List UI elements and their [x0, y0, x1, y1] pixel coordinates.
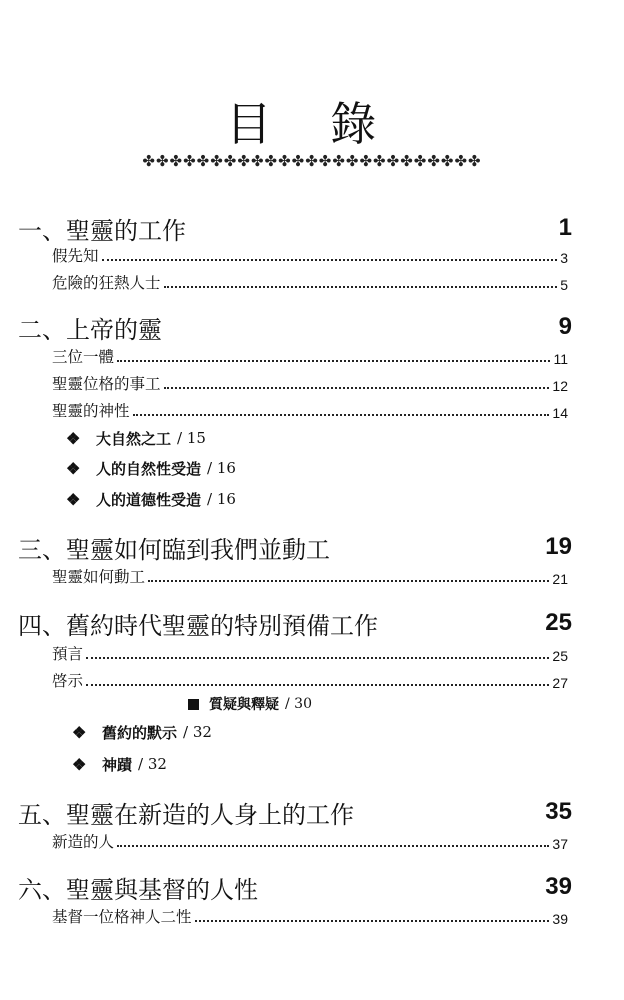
chapter-page: 39 — [545, 873, 572, 900]
chapter-title: 五、聖靈在新造的人身上的工作 — [18, 800, 354, 829]
toc-entry — [52, 667, 568, 691]
leader-dots — [117, 845, 549, 847]
toc-subentry — [66, 426, 206, 450]
toc-subentry — [66, 487, 236, 511]
toc-entry — [52, 397, 568, 421]
chapter-heading — [18, 530, 572, 564]
entry-title: 危險的狂熱人士 — [52, 274, 161, 292]
chapter-title: 一、聖靈的工作 — [18, 216, 186, 245]
chapter-heading — [18, 795, 572, 829]
entry-page: 11 — [553, 351, 568, 367]
chapter-title: 三、聖靈如何臨到我們並動工 — [18, 535, 330, 564]
leader-dots — [164, 286, 558, 288]
subentry-title: 人的道德性受造 — [96, 490, 202, 509]
chapter-title: 六、聖靈與基督的人性 — [18, 875, 258, 904]
diamond-bullet-icon: ❖ — [72, 754, 87, 774]
entry-title: 三位一體 — [52, 348, 115, 366]
entry-page: 21 — [552, 571, 568, 587]
entry-title: 聖靈的神性 — [52, 402, 130, 420]
chapter-heading — [18, 211, 572, 245]
diamond-bullet-icon: ❖ — [66, 489, 81, 509]
toc-entry — [52, 563, 568, 587]
entry-page: 25 — [552, 648, 568, 664]
entry-page: 39 — [552, 911, 568, 927]
toc-subentry — [188, 692, 312, 716]
leader-dots — [102, 259, 558, 261]
subentry-page: / 32 — [138, 755, 167, 773]
diamond-bullet-icon: ❖ — [72, 722, 87, 742]
leader-dots — [148, 580, 549, 582]
subentry-page: / 30 — [285, 696, 312, 712]
diamond-bullet-icon: ❖ — [66, 428, 81, 448]
toc-entry — [52, 242, 568, 266]
entry-page: 27 — [552, 675, 568, 691]
chapter-title: 二、上帝的靈 — [18, 315, 162, 344]
entry-title: 聖靈如何動工 — [52, 568, 146, 586]
leader-dots — [195, 920, 550, 922]
subentry-page: / 32 — [183, 723, 212, 741]
subentry-title: 大自然之工 — [96, 429, 172, 448]
chapter-heading — [18, 606, 572, 640]
subentry-title: 質疑與釋疑 — [209, 697, 279, 713]
chapter-page: 1 — [558, 214, 572, 241]
toc-entry — [52, 903, 568, 927]
leader-dots — [86, 684, 549, 686]
entry-page: 12 — [552, 378, 568, 394]
ornament-divider: ✤✤✤✤✤✤✤✤✤✤✤✤✤✤✤✤✤✤✤✤✤✤✤✤✤ — [142, 152, 482, 170]
toc-entry — [52, 343, 568, 367]
toc-entry — [52, 828, 568, 852]
chapter-page: 19 — [545, 533, 572, 560]
chapter-page: 9 — [558, 313, 572, 340]
entry-title: 假先知 — [52, 247, 99, 265]
chapter-page: 35 — [545, 798, 572, 825]
diamond-bullet-icon: ❖ — [66, 458, 81, 478]
entry-title: 基督一位格神人二性 — [52, 908, 192, 926]
entry-title: 預言 — [52, 645, 84, 663]
subentry-title: 人的自然性受造 — [96, 459, 202, 478]
entry-page: 3 — [560, 250, 568, 266]
leader-dots — [117, 360, 550, 362]
page-title: 目 錄 — [225, 97, 399, 151]
subentry-title: 神蹟 — [102, 755, 133, 774]
toc-subentry — [66, 456, 236, 480]
entry-page: 14 — [552, 405, 568, 421]
chapter-heading — [18, 870, 572, 904]
entry-title: 啓示 — [52, 672, 84, 690]
chapter-title: 四、舊約時代聖靈的特別預備工作 — [18, 611, 378, 640]
leader-dots — [86, 657, 549, 659]
entry-page: 5 — [560, 277, 568, 293]
toc-subentry — [72, 752, 167, 776]
leader-dots — [133, 414, 550, 416]
subentry-page: / 15 — [177, 429, 206, 447]
chapter-page: 25 — [545, 609, 572, 636]
subentry-title: 舊約的默示 — [102, 723, 178, 742]
subentry-page: / 16 — [207, 490, 236, 508]
entry-title: 聖靈位格的事工 — [52, 375, 161, 393]
toc-entry — [52, 269, 568, 293]
toc-entry — [52, 640, 568, 664]
leader-dots — [164, 387, 550, 389]
chapter-heading — [18, 310, 572, 344]
square-bullet-icon — [188, 699, 199, 710]
subentry-page: / 16 — [207, 459, 236, 477]
toc-subentry — [72, 720, 212, 744]
toc-entry — [52, 370, 568, 394]
entry-page: 37 — [552, 836, 568, 852]
entry-title: 新造的人 — [52, 833, 115, 851]
